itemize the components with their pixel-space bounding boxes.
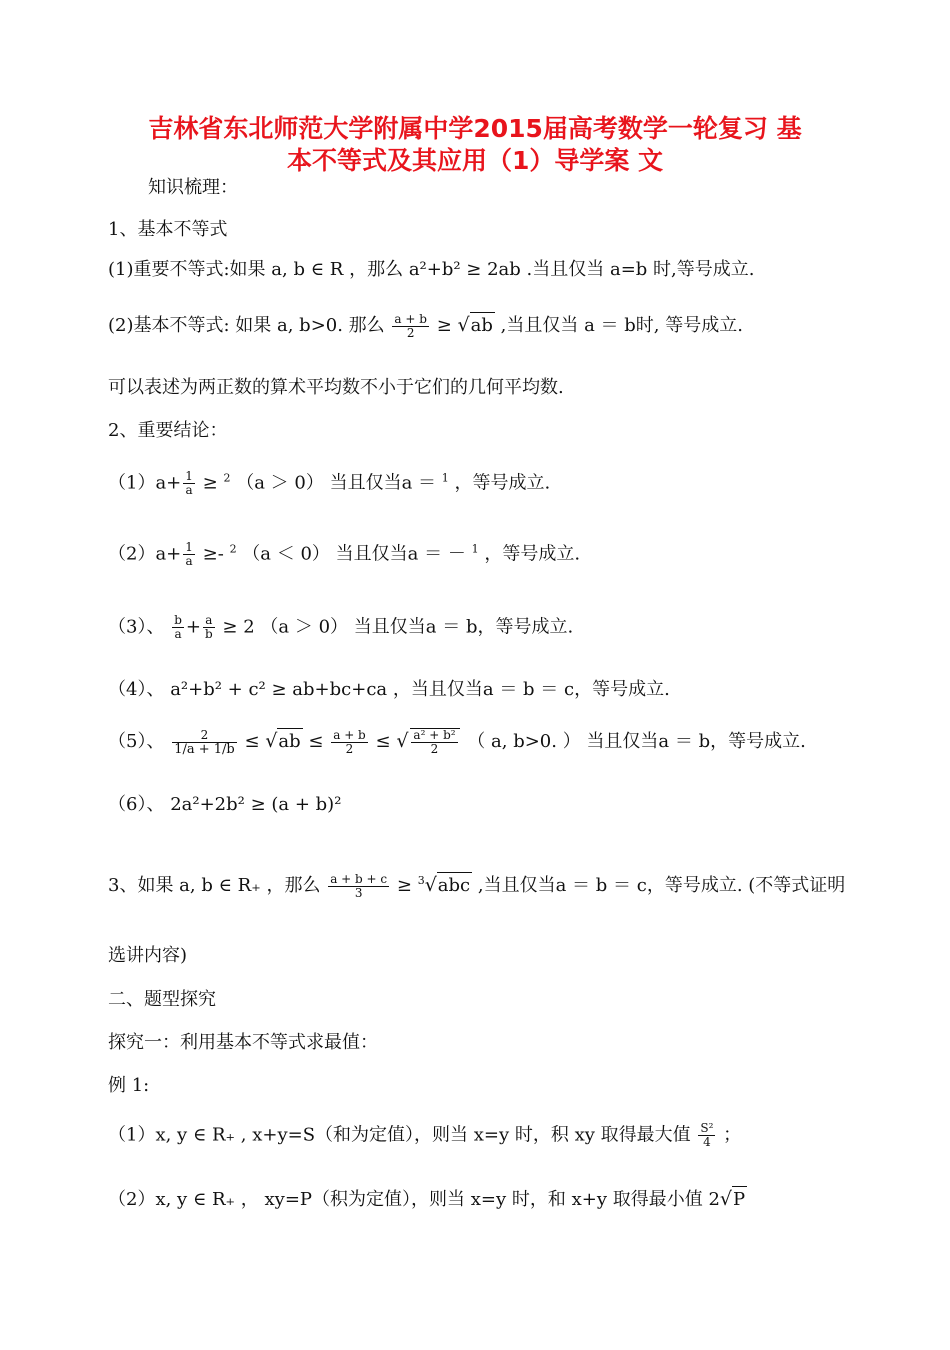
sqrt-sign-icon: √ bbox=[424, 874, 437, 896]
doc-title-line-2: 本不等式及其应用（1）导学案 文 bbox=[286, 146, 664, 175]
s3-paren: (不等式证明 bbox=[748, 875, 846, 896]
e1-cond: ∈ R₊ bbox=[192, 1124, 236, 1146]
r3-rel: ≥ 2 bbox=[222, 616, 255, 638]
s1-item2-frac-num: a + b bbox=[394, 311, 427, 326]
r2-label: （2） bbox=[108, 543, 156, 565]
s2-result-5 bbox=[108, 728, 806, 756]
section-2-heading: 2、重要结论： bbox=[108, 420, 228, 441]
r2-val: 1 bbox=[471, 542, 479, 556]
s2-result-4 bbox=[108, 677, 670, 703]
r5-q-den: 2 bbox=[430, 742, 439, 756]
r1-frac-num: 1 bbox=[185, 469, 193, 483]
r2-tail: ，等号成立. bbox=[484, 543, 581, 565]
part-2-heading: 二、题型探究 bbox=[108, 989, 216, 1010]
r4-tail: ，当且仅当a ＝ b ＝ c，等号成立. bbox=[392, 679, 670, 700]
s3-cond: ∈ R₊ bbox=[218, 875, 261, 896]
s2-result-6 bbox=[108, 792, 341, 818]
r5-le2: ≤ bbox=[308, 731, 324, 752]
r1-rhs: 2 bbox=[223, 471, 231, 485]
e2-prefix: （2）x, y bbox=[108, 1189, 188, 1210]
r3-label: （3）、 bbox=[108, 616, 165, 638]
r2-eq: 当且仅当a ＝ － bbox=[335, 543, 466, 565]
r5-harmonic bbox=[172, 729, 237, 756]
r1-frac-den: a bbox=[185, 483, 193, 497]
r1-fraction bbox=[183, 470, 195, 497]
s1-item2-fraction bbox=[392, 313, 429, 340]
r5-quad bbox=[410, 728, 459, 756]
r1-a: a+ bbox=[155, 472, 182, 494]
r5-h-den: 1/a + 1/b bbox=[174, 741, 235, 757]
s3-mid: ，那么 bbox=[266, 875, 321, 896]
s1-item-1 bbox=[108, 257, 755, 283]
r2-rhs: 2 bbox=[229, 542, 237, 556]
r3-tail: 当且仅当a ＝ b，等号成立. bbox=[353, 616, 574, 638]
r1-cond: （a ＞ 0） bbox=[236, 472, 324, 494]
example-1-label: 例 1: bbox=[108, 1075, 150, 1096]
e1-tail: ； bbox=[723, 1124, 742, 1146]
e2-body: ， xy=P（积为定值），则当 x=y 时，和 x+y 取得最小值 2 bbox=[240, 1189, 720, 1210]
s1-item-2 bbox=[108, 312, 743, 340]
r5-a-den: 2 bbox=[345, 741, 354, 756]
sqrt-sign-icon: √ bbox=[457, 314, 470, 336]
s1-item2-geq: ≥ bbox=[436, 315, 452, 336]
s3-continuation: 选讲内容) bbox=[108, 945, 188, 966]
section-3 bbox=[108, 872, 845, 900]
s2-result-1 bbox=[108, 470, 550, 497]
r4-expr: a²+b² + c² ≥ ab+bc+ca bbox=[170, 679, 388, 700]
s1-item1-vars: a, b bbox=[271, 259, 305, 280]
example-1-item-1 bbox=[108, 1122, 741, 1149]
r6-label: （6）、 bbox=[108, 794, 165, 815]
s3-root-index: 3 bbox=[417, 874, 425, 887]
e1-prefix: （1）x, y bbox=[108, 1124, 188, 1146]
r3-fraction-1 bbox=[172, 614, 184, 641]
r3-plus: + bbox=[185, 616, 201, 638]
s3-tail: ,当且仅当a ＝ b ＝ c，等号成立. bbox=[477, 875, 743, 896]
s1-item1-suffix: .当且仅当 a=b 时,等号成立. bbox=[526, 259, 755, 280]
s1-item2-sqrt: ab bbox=[470, 312, 495, 339]
s2-result-2 bbox=[108, 541, 580, 568]
s1-item1-mid: ，那么 bbox=[349, 259, 404, 280]
s1-item2-frac-den: 2 bbox=[406, 325, 415, 340]
r2-frac-den: a bbox=[185, 554, 193, 568]
r1-label: （1） bbox=[108, 472, 156, 494]
s3-sqrt: abc bbox=[437, 872, 472, 899]
s1-item2-suffix: ,当且仅当 a ＝ b时, 等号成立. bbox=[500, 315, 743, 336]
s1-item2-prefix: (2)基本不等式: 如果 a, b>0. 那么 bbox=[108, 315, 385, 336]
r1-rel: ≥ bbox=[202, 472, 218, 494]
r5-cond: （ a, b>0. ） bbox=[467, 731, 581, 752]
sqrt-sign-icon: √ bbox=[265, 730, 278, 752]
r5-label: （5）、 bbox=[108, 731, 165, 752]
e2-cond: ∈ R₊ bbox=[192, 1189, 236, 1210]
sqrt-sign-icon: √ bbox=[396, 730, 409, 752]
r1-eq: 当且仅当a ＝ bbox=[329, 472, 437, 494]
e1-body: , x+y=S（和为定值），则当 x=y 时，积 xy 取得最大值 bbox=[240, 1124, 691, 1146]
r5-arith bbox=[331, 729, 368, 756]
r2-a: a+ bbox=[155, 543, 182, 565]
r3-cond: （a ＞ 0） bbox=[260, 616, 349, 638]
e1-frac-den: 4 bbox=[703, 1135, 711, 1149]
s1-item1-cond: ∈ R bbox=[310, 259, 344, 280]
r5-h-num: 2 bbox=[172, 729, 237, 743]
e1-fraction bbox=[698, 1122, 715, 1149]
r1-val: 1 bbox=[441, 471, 449, 485]
r6-expr: 2a²+2b² ≥ (a + b)² bbox=[170, 794, 342, 815]
sqrt-sign-icon: √ bbox=[719, 1188, 733, 1210]
section-1-heading: 1、基本不等式 bbox=[108, 219, 228, 240]
e2-sqrt: P bbox=[732, 1186, 747, 1213]
r3-f2-den: b bbox=[204, 627, 213, 641]
s1-item1-prefix: (1)重要不等式:如果 bbox=[108, 259, 266, 280]
r3-f1-num: b bbox=[174, 613, 182, 627]
example-1-item-2 bbox=[108, 1186, 747, 1213]
s1-note: 可以表述为两正数的算术平均数不小于它们的几何平均数. bbox=[108, 377, 564, 398]
s1-item1-expr: a²+b² ≥ 2ab bbox=[408, 259, 521, 280]
r5-tail: 当且仅当a ＝ b，等号成立. bbox=[586, 731, 806, 752]
e1-frac-num: S² bbox=[700, 1121, 714, 1135]
r5-sqrt: ab bbox=[277, 728, 302, 755]
r2-frac-num: 1 bbox=[185, 540, 193, 554]
explore-1-heading: 探究一：利用基本不等式求最值： bbox=[108, 1032, 378, 1053]
r5-a-num: a + b bbox=[333, 727, 366, 742]
s3-prefix: 3、如果 a, b bbox=[108, 875, 213, 896]
r5-le1: ≤ bbox=[244, 731, 260, 752]
r5-le3: ≤ bbox=[375, 731, 391, 752]
r2-fraction bbox=[183, 541, 195, 568]
s2-result-3 bbox=[108, 614, 573, 641]
r2-rel: ≥- bbox=[202, 543, 224, 565]
doc-title-line-1: 吉林省东北师范大学附属中学2015届高考数学一轮复习 基 bbox=[148, 114, 802, 143]
r4-label: （4）、 bbox=[108, 679, 165, 700]
s3-fraction bbox=[328, 873, 389, 900]
knowledge-heading: 知识梳理： bbox=[148, 177, 238, 198]
s3-frac-den: 3 bbox=[354, 885, 363, 900]
s3-geq: ≥ bbox=[396, 875, 412, 896]
r5-q-num: a² + b² bbox=[413, 728, 456, 742]
r3-f2-num: a bbox=[203, 614, 215, 628]
r3-f1-den: a bbox=[174, 627, 182, 641]
r1-tail: ，等号成立. bbox=[454, 472, 551, 494]
r2-cond: （a ＜ 0） bbox=[242, 543, 330, 565]
r3-fraction-2 bbox=[203, 614, 215, 641]
s3-frac-num: a + b + c bbox=[330, 871, 388, 886]
